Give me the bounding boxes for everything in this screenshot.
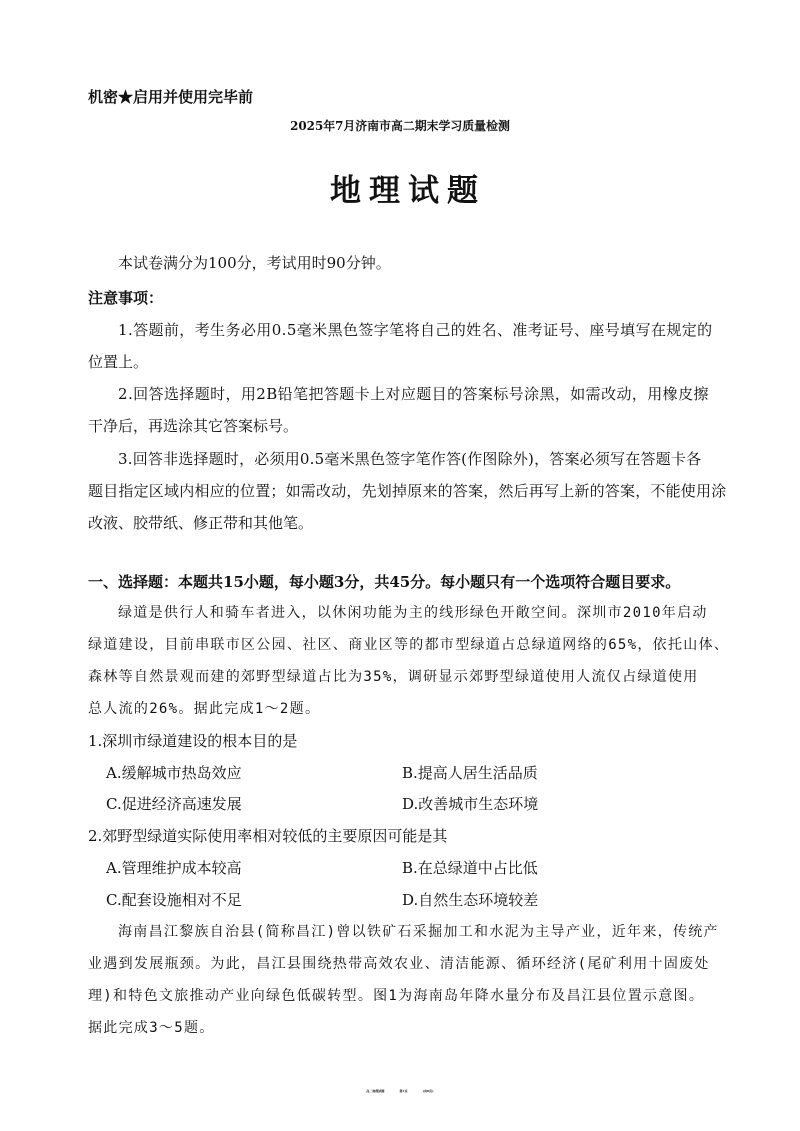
question-1-option-b: B.提高人居生活品质: [402, 764, 538, 782]
footer-subject: 高二地理试题: [366, 1089, 385, 1093]
confidential-label: 机密★启用并使用完毕前: [88, 88, 254, 106]
footer-total-pages: (共8页): [422, 1089, 434, 1093]
footer-page-number: 第1页: [399, 1089, 408, 1093]
question-1-option-a: A.缓解城市热岛效应: [106, 764, 242, 782]
question-2-option-a: A.管理维护成本较高: [106, 859, 242, 877]
passage-1-line-4: 总人流的26%。据此完成1～2题。: [88, 701, 321, 717]
notice-2-line-2: 干净后，再选涂其它答案标号。: [88, 417, 299, 435]
question-2-option-c: C.配套设施相对不足: [106, 891, 242, 909]
passage-1-line-1: 绿道是供行人和骑车者进入，以休闲功能为主的线形绿色开敞空间。深圳市2010年启动: [118, 605, 708, 621]
notice-1-line-2: 位置上。: [88, 353, 149, 371]
section-1-heading: 一、选择题：本题共15小题，每小题3分，共45分。每小题只有一个选项符合题目要求。: [88, 573, 681, 591]
passage-1-line-2: 绿道建设，目前串联市区公园、社区、商业区等的都市型绿道占总绿道网络的65%，依托山体、: [88, 637, 730, 653]
question-1-option-c: C.促进经济高速发展: [106, 795, 242, 813]
question-2-stem: 2.郊野型绿道实际使用率相对较低的主要原因可能是其: [88, 827, 448, 845]
passage-2-line-4: 据此完成3～5题。: [88, 1020, 215, 1036]
notice-3-line-2: 题目指定区域内相应的位置；如需改动，先划掉原来的答案，然后再写上新的答案，不能使用涂: [88, 482, 727, 500]
passage-2-line-3: 理)和特色文旅推动产业向绿色低碳转型。图1为海南岛年降水量分布及昌江县位置示意图。: [88, 988, 705, 1004]
question-1-option-d: D.改善城市生态环境: [402, 795, 539, 813]
passage-2-line-1: 海南昌江黎族自治县(简称昌江)曾以铁矿石采掘加工和水泥为主导产业，近年来，传统产: [118, 924, 719, 940]
question-2-option-d: D.自然生态环境较差: [402, 891, 539, 909]
notice-3-line-3: 改液、胶带纸、修正带和其他笔。: [88, 514, 314, 532]
question-1-stem: 1.深圳市绿道建设的根本目的是: [88, 732, 298, 750]
question-2-option-b: B.在总绿道中占比低: [402, 859, 538, 877]
notice-1-line-1: 1.答题前，考生务必用0.5毫米黑色签字笔将自己的姓名、准考证号、座号填写在规定的: [118, 321, 713, 339]
notice-2-line-1: 2.回答选择题时，用2B铅笔把答题卡上对应题目的答案标号涂黑，如需改动，用橡皮擦: [118, 385, 709, 403]
subject-title: 地理试题: [330, 173, 486, 209]
passage-2-line-2: 业遇到发展瓶颈。为此，昌江县围绕热带高效农业、清洁能源、循环经济(尾矿利用十固废处: [88, 956, 710, 972]
notice-title: 注意事项：: [88, 289, 164, 307]
passage-1-line-3: 森林等自然景观而建的郊野型绿道占比为35%，调研显示郊野型绿道使用人流仅占绿道使用: [88, 669, 699, 685]
notice-3-line-1: 3.回答非选择题时，必须用0.5毫米黑色签字笔作答(作图除外)，答案必须写在答题卡各: [118, 450, 702, 468]
page-footer: [0, 1089, 800, 1093]
exam-title: 2025年7月济南市高二期末学习质量检测: [290, 119, 510, 133]
score-line: 本试卷满分为100分，考试用时90分钟。: [118, 254, 391, 272]
